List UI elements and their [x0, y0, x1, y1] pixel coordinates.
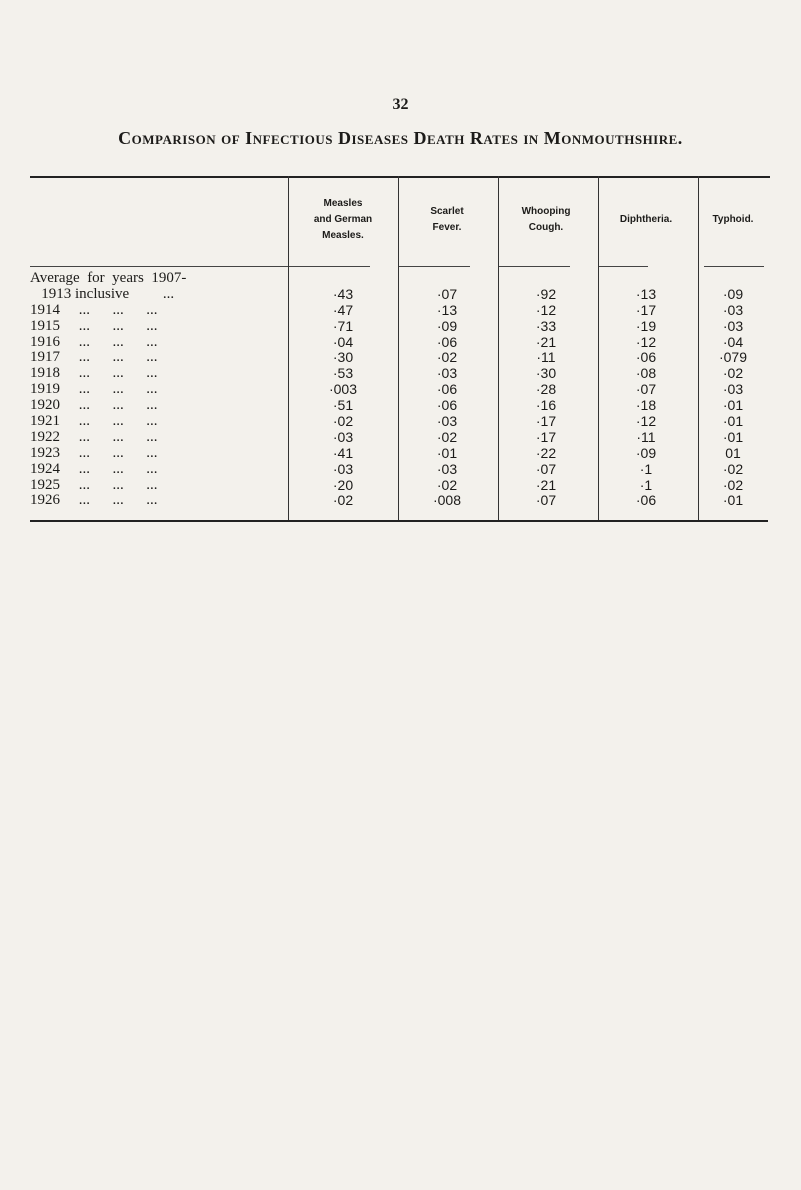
row-label: 1923 ... ... ...	[30, 444, 158, 461]
cell-scarlet-fever: ·06	[436, 381, 458, 398]
header-underline	[498, 266, 570, 267]
header-scarlet-fever: Scarlet Fever.	[430, 206, 464, 233]
cell-scarlet-fever: ·09	[436, 317, 458, 334]
cell-measles: ·03	[332, 428, 354, 445]
cell-measles: ·43	[332, 285, 354, 302]
table-row	[30, 318, 770, 334]
row-label: 1924 ... ... ...	[30, 460, 158, 477]
cell-whooping-cough: ·22	[535, 444, 557, 461]
cell-measles: ·04	[332, 333, 354, 350]
cell-whooping-cough: ·12	[535, 301, 557, 318]
table-row	[30, 397, 770, 413]
table-bottom-rule	[30, 520, 768, 522]
cell-typhoid: ·03	[722, 301, 744, 318]
table-row	[30, 461, 770, 477]
header-typhoid: Typhoid.	[712, 214, 754, 225]
row-label: 1914 ... ... ...	[30, 301, 158, 318]
table-row	[30, 349, 770, 365]
cell-whooping-cough: ·30	[535, 365, 557, 382]
cell-scarlet-fever: ·07	[436, 285, 458, 302]
cell-scarlet-fever: ·03	[436, 365, 458, 382]
cell-diphtheria: ·17	[635, 301, 657, 318]
cell-diphtheria: ·13	[635, 285, 657, 302]
cell-diphtheria: ·06	[635, 349, 657, 366]
header-underline	[288, 266, 370, 267]
cell-whooping-cough: ·16	[535, 397, 557, 414]
row-label: 1922 ... ... ...	[30, 428, 158, 445]
cell-measles: ·41	[332, 444, 354, 461]
cell-measles: ·51	[332, 397, 354, 414]
header-diphtheria: Diphtheria.	[619, 214, 673, 225]
cell-scarlet-fever: ·03	[436, 460, 458, 477]
cell-typhoid: ·03	[722, 381, 744, 398]
cell-measles: ·53	[332, 365, 354, 382]
cell-scarlet-fever: ·008	[432, 492, 462, 509]
cell-typhoid: ·02	[722, 365, 744, 382]
cell-whooping-cough: ·21	[535, 476, 557, 493]
header-whooping-cough: Whooping Cough.	[521, 206, 571, 233]
table-row	[30, 445, 770, 461]
cell-typhoid: ·01	[722, 428, 744, 445]
header-underline	[598, 266, 648, 267]
header-measles: Measles and German Measles.	[313, 198, 373, 241]
cell-diphtheria: ·12	[635, 333, 657, 350]
cell-whooping-cough: ·07	[535, 460, 557, 477]
table-row	[30, 413, 770, 429]
row-label: 1913 inclusive ...	[30, 285, 175, 302]
cell-whooping-cough: ·21	[535, 333, 557, 350]
row-label: 1926 ... ... ...	[30, 492, 158, 509]
cell-diphtheria: ·1	[639, 460, 653, 477]
row-label: 1920 ... ... ...	[30, 397, 158, 414]
cell-diphtheria: ·07	[635, 381, 657, 398]
cell-typhoid: ·01	[722, 397, 744, 414]
cell-scarlet-fever: ·13	[436, 301, 458, 318]
cell-diphtheria: ·12	[635, 413, 657, 430]
cell-typhoid: ·03	[722, 317, 744, 334]
table-row	[30, 334, 770, 350]
cell-scarlet-fever: ·01	[436, 444, 458, 461]
cell-diphtheria: ·18	[635, 397, 657, 414]
row-label: 1919 ... ... ...	[30, 381, 158, 398]
cell-whooping-cough: ·92	[535, 285, 557, 302]
cell-typhoid: ·01	[722, 413, 744, 430]
cell-typhoid: ·02	[722, 476, 744, 493]
row-label: 1921 ... ... ...	[30, 413, 158, 430]
table-row	[30, 429, 770, 445]
table-header	[30, 174, 770, 266]
table-row	[30, 365, 770, 381]
row-label: 1916 ... ... ...	[30, 333, 158, 350]
page-title: Comparison of Infectious Diseases Death Rates in Monmouthshire.	[118, 128, 683, 148]
row-label: Average for years 1907-	[30, 270, 187, 286]
table-row	[30, 477, 770, 493]
cell-typhoid: ·079	[718, 349, 748, 366]
cell-diphtheria: ·1	[639, 476, 653, 493]
table-body	[30, 270, 770, 508]
cell-measles: ·02	[332, 413, 354, 430]
cell-whooping-cough: ·33	[535, 317, 557, 334]
cell-scarlet-fever: ·02	[436, 349, 458, 366]
cell-measles: ·003	[328, 381, 358, 398]
cell-scarlet-fever: ·06	[436, 397, 458, 414]
row-label: 1918 ... ... ...	[30, 365, 158, 382]
cell-whooping-cough: ·17	[535, 428, 557, 445]
cell-typhoid: ·04	[722, 333, 744, 350]
cell-measles: ·03	[332, 460, 354, 477]
page-number: 32	[392, 96, 409, 113]
row-label: 1925 ... ... ...	[30, 476, 158, 493]
cell-measles: ·47	[332, 301, 354, 318]
cell-diphtheria: ·06	[635, 492, 657, 509]
table-row	[30, 492, 770, 508]
header-underline	[30, 266, 288, 267]
row-label: 1915 ... ... ...	[30, 317, 158, 334]
cell-diphtheria: ·11	[636, 428, 656, 445]
cell-diphtheria: ·09	[635, 444, 657, 461]
cell-whooping-cough: ·17	[535, 413, 557, 430]
row-label: 1917 ... ... ...	[30, 349, 158, 366]
cell-whooping-cough: ·28	[535, 381, 557, 398]
cell-scarlet-fever: ·02	[436, 476, 458, 493]
cell-scarlet-fever: ·06	[436, 333, 458, 350]
cell-diphtheria: ·19	[635, 317, 657, 334]
header-underline	[398, 266, 470, 267]
table-row	[30, 381, 770, 397]
cell-measles: ·02	[332, 492, 354, 509]
cell-scarlet-fever: ·03	[436, 413, 458, 430]
cell-diphtheria: ·08	[635, 365, 657, 382]
cell-typhoid: ·01	[722, 492, 744, 509]
cell-measles: ·71	[332, 317, 354, 334]
cell-measles: ·30	[332, 349, 354, 366]
cell-typhoid: 01	[725, 444, 741, 461]
table-row	[30, 270, 770, 286]
header-underline	[704, 266, 764, 267]
cell-typhoid: ·02	[722, 460, 744, 477]
table-row	[30, 286, 770, 302]
cell-typhoid: ·09	[722, 285, 744, 302]
cell-whooping-cough: ·07	[535, 492, 557, 509]
table-row	[30, 302, 770, 318]
cell-measles: ·20	[332, 476, 354, 493]
cell-whooping-cough: ·11	[536, 349, 556, 366]
cell-scarlet-fever: ·02	[436, 428, 458, 445]
